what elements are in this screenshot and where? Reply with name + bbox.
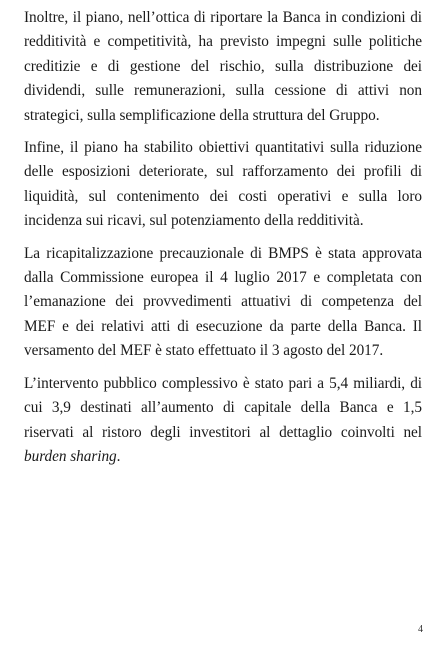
page-number: 4	[418, 624, 423, 635]
paragraph-piano-impegni: Inoltre, il piano, nell’ottica di riportare la Banca in condizioni di redditività e competitività, ha previsto impegni sulle politiche creditizie e di gestione del rischio, sulla distribuzione dei dividendi, sulle remunerazioni, sulla cessione di attivi non strategici, sulla semplificazione della struttura del Gruppo.	[24, 9, 422, 124]
paragraph-ricapitalizzazione: La ricapitalizzazione precauzionale di BMPS è stata approvata dalla Commissione europea il 4 luglio 2017 e completata con l’emanazione dei provvedimenti attuativi di competenza del MEF e dei relativi atti di esecuzione da parte della Banca. Il versamento del MEF è stato effettuato il 3 agosto del 2017.	[24, 244, 422, 360]
paragraph-intervento-text: L’intervento pubblico complessivo è stato pari a 5,4 miliardi, di cui 3,9 destinati all’aumento di capitale della Banca e 1,5 riservati al ristoro degli investitori al dettaglio coinvolti nel	[24, 374, 422, 441]
burden-sharing-term: burden sharing	[24, 447, 117, 465]
paragraph-intervento-pubblico	[24, 372, 422, 470]
paragraph-obiettivi-quantitativi: Infine, il piano ha stabilito obiettivi quantitativi sulla riduzione delle esposizioni deteriorate, sul rafforzamento dei profili di liquidità, sul contenimento dei costi operativi e sulla loro incidenza sui ricavi, sul potenziamento della redditività.	[24, 139, 422, 230]
paragraph-intervento-tail: .	[116, 447, 121, 465]
